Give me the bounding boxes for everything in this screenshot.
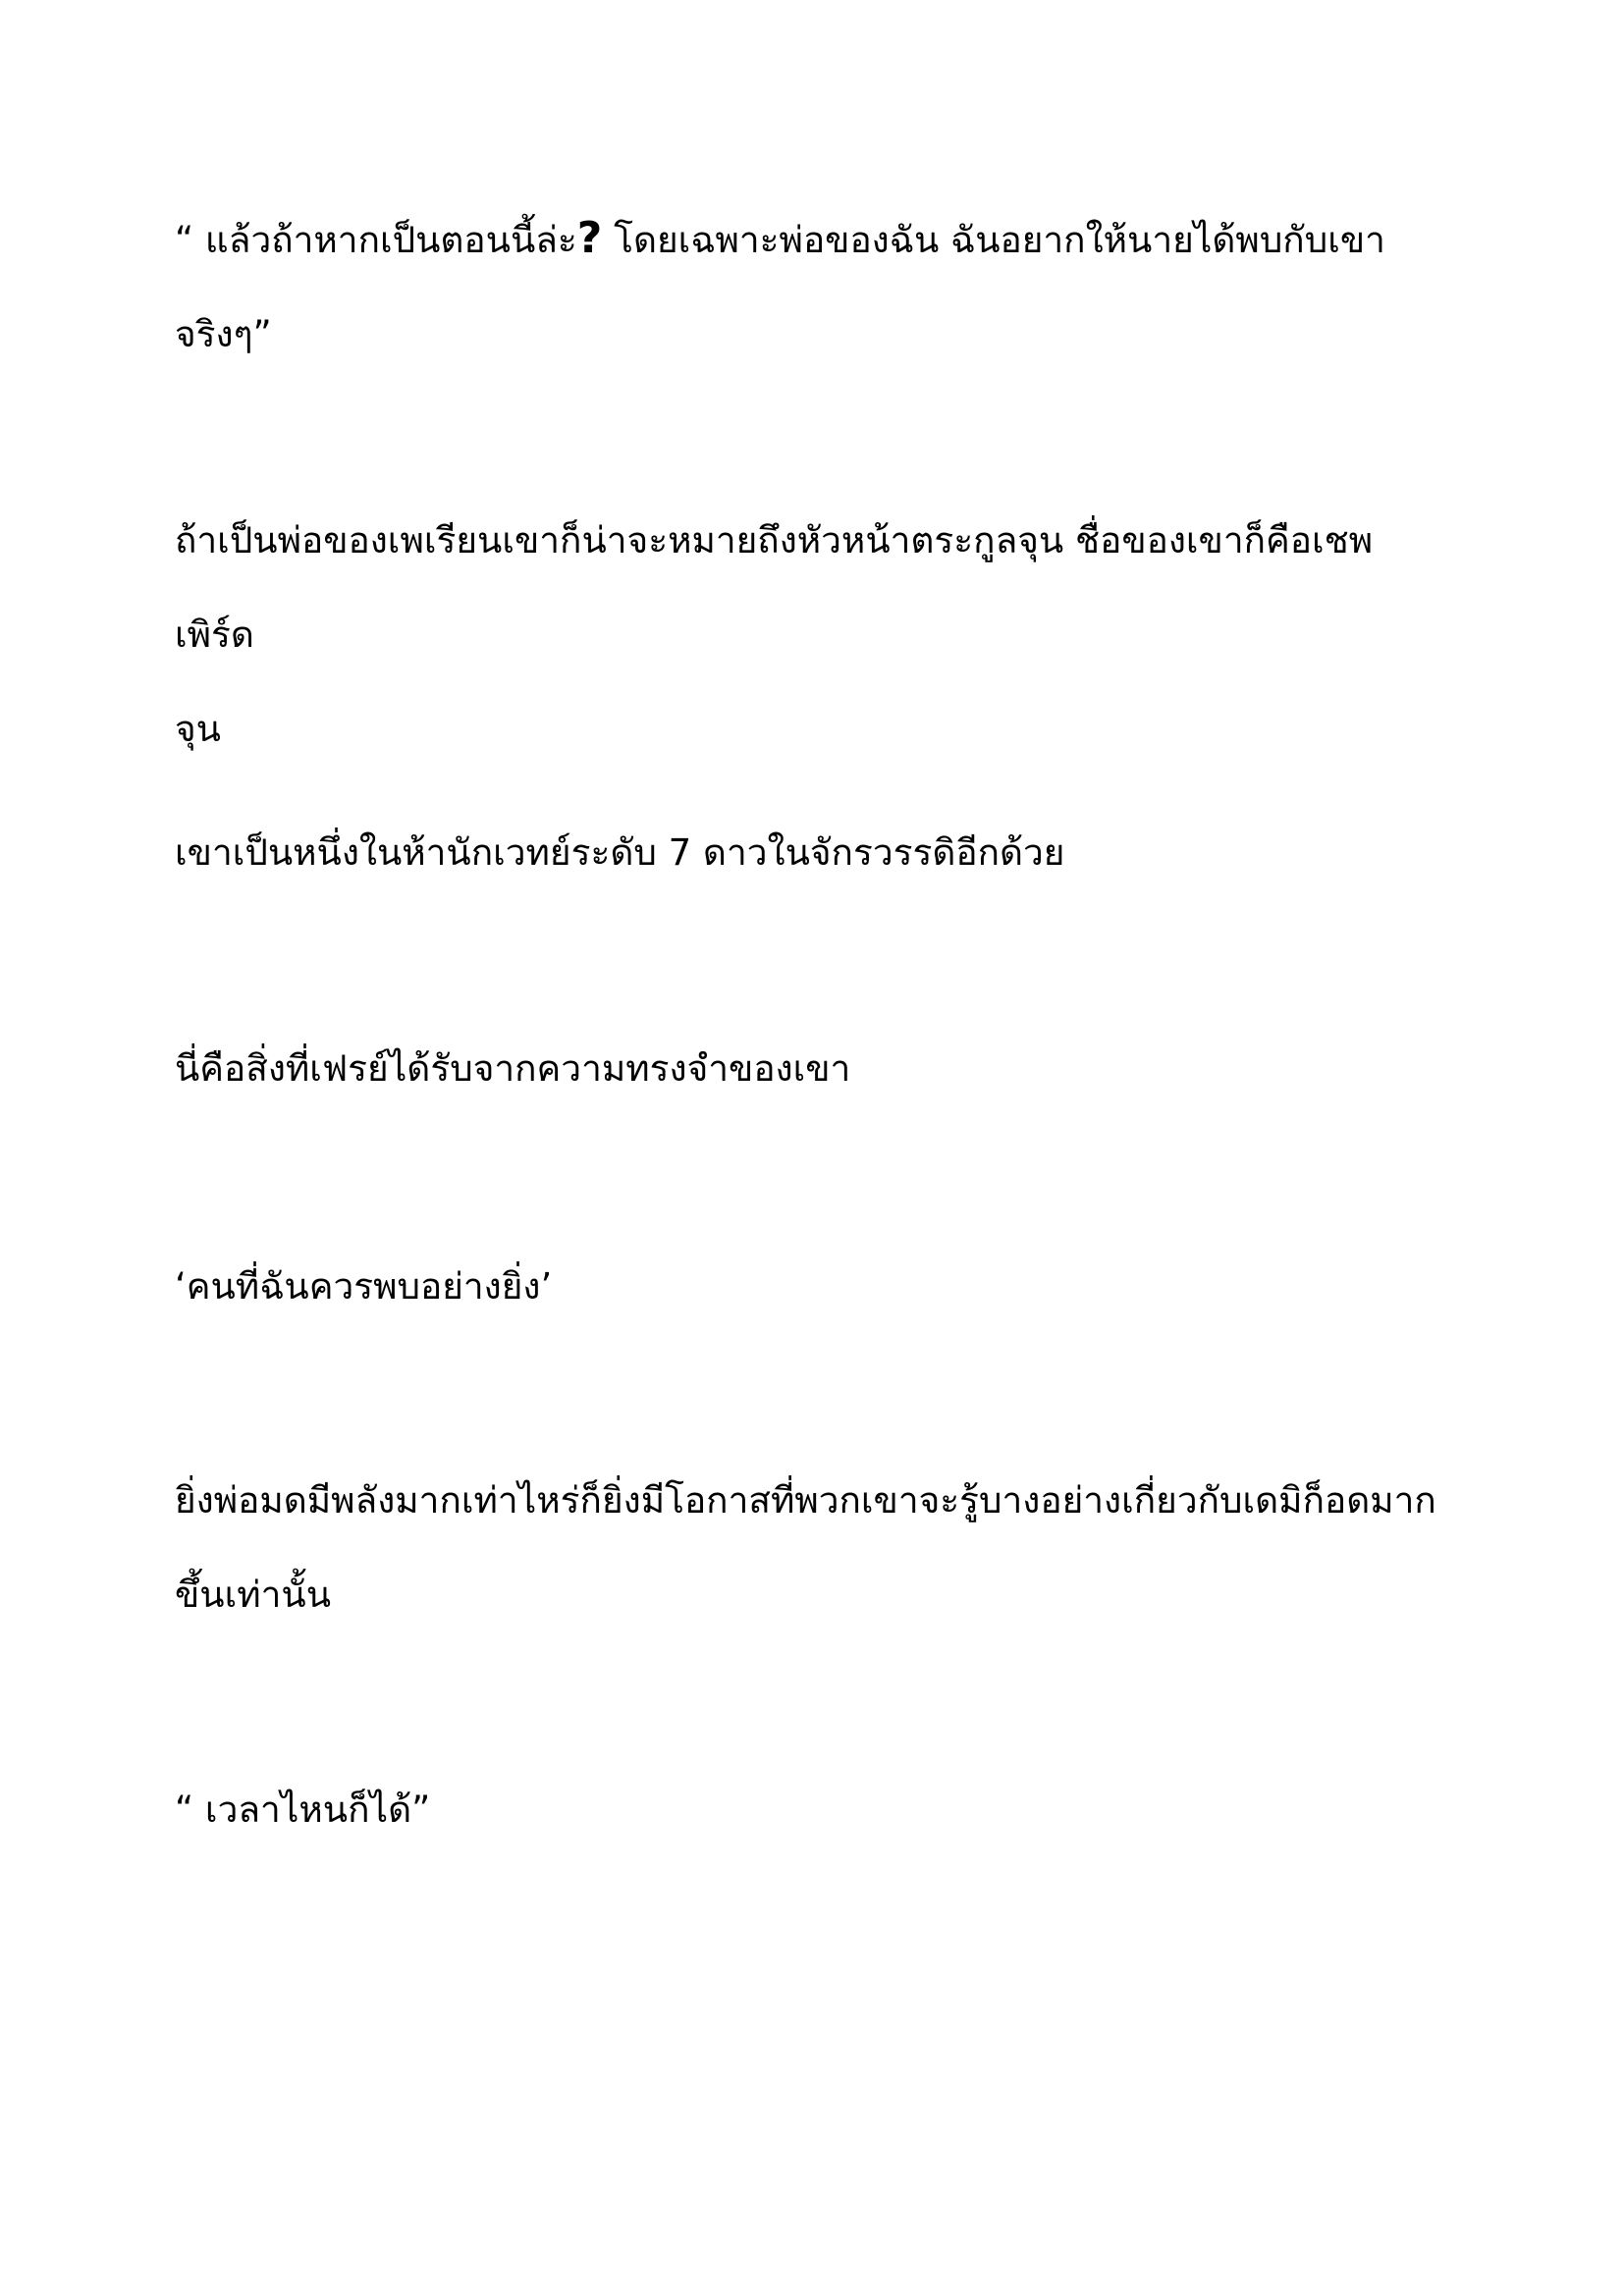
text-line: ยิ่งพ่อมดมีพลังมากเท่าไหร่ก็ยิ่งมีโอกาสที่พวกเขาจะรู้บางอย่างเกี่ยวกับเดมิก็อดมาก	[175, 1479, 1436, 1522]
text-line: ‘คนที่ฉันควรพบอย่างยิ่ง’	[175, 1265, 553, 1308]
paragraph-dialogue-2	[175, 1763, 1451, 1857]
paragraph-narration-2	[175, 806, 1451, 900]
text-line: ขึ้นเท่านั้น	[175, 1574, 331, 1616]
paragraph-narration-4	[175, 1454, 1451, 1642]
text-line: “ เวลาไหนก็ได้”	[175, 1789, 431, 1831]
text-line: นี่คือสิ่งที่เฟรย์ได้รับจากความทรงจำของเขา	[175, 1047, 851, 1090]
text-line: ถ้าเป็นพ่อของเพเรียนเขาก็น่าจะหมายถึงหัวหน้าตระกูลจุน ชื่อของเขาก็คือเชพเพิร์ด	[175, 519, 1374, 656]
paragraph-narration-3	[175, 1022, 1451, 1116]
text-line: เขาเป็นหนึ่งในห้านักเวทย์ระดับ 7 ดาวในจักรวรรดิอีกด้วย	[175, 831, 1065, 874]
paragraph-dialogue-1	[175, 191, 1451, 382]
text-line: จริงๆ”	[175, 313, 272, 355]
paragraph-thought	[175, 1240, 1451, 1334]
text-line: จุน	[175, 708, 221, 750]
question-mark: ?	[576, 213, 603, 263]
text-line: “ แล้วถ้าหากเป็นตอนนี้ล่ะ? โดยเฉพาะพ่อของฉัน ฉันอยากให้นายได้พบกับเขา	[175, 213, 1385, 263]
paragraph-narration-1	[175, 494, 1451, 776]
